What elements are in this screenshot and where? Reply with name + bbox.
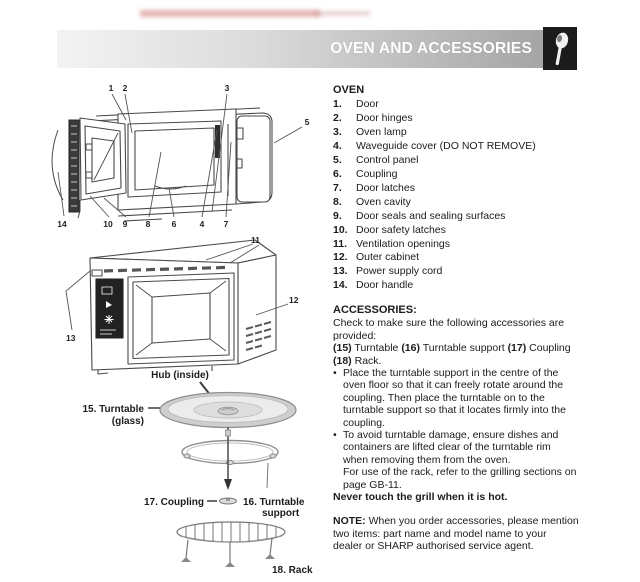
blurred-red-model-text	[140, 10, 320, 17]
callout-oven-cavity: 8	[145, 219, 151, 229]
callout-door-seals: 9	[122, 219, 128, 229]
callout-door-safety-latches: 10	[103, 219, 113, 229]
blurred-red-model-text-tail	[315, 11, 370, 16]
coupling-arrowhead	[224, 479, 232, 490]
accessories-intro-line: provided:	[333, 329, 377, 342]
part-row: 5. Control panel	[333, 153, 419, 166]
note-label: NOTE:	[333, 515, 366, 528]
part-row: 6. Coupling	[333, 167, 398, 180]
part-row: 8. Oven cavity	[333, 195, 411, 208]
bullet-icon: •	[333, 429, 337, 441]
callout-door-handle: 14	[57, 219, 67, 229]
bullet-item-place-support: • Place the turntable support in the centre of the oven floor so that it can freely rotate around the coupling. Then place the turntable on to the turntable support so that it locates firmly into the coupling.	[333, 366, 566, 429]
part-row: 10. Door safety latches	[333, 223, 446, 236]
spoon-icon-glyph	[547, 31, 573, 67]
diagram-rear-view	[62, 233, 312, 385]
rack-usage-note: For use of the rack, refer to the grilling sections on page GB-11.	[343, 466, 577, 491]
spoon-icon	[543, 27, 577, 70]
part-row: 13. Power supply cord	[333, 265, 443, 278]
text-column	[333, 84, 633, 553]
accessories-intro-line: Check to make sure the following accessories are	[333, 317, 565, 330]
rack-feet	[181, 554, 275, 567]
callout-door-hinges: 2	[122, 83, 128, 93]
hub-label: Hub (inside)	[151, 370, 209, 381]
accessories-heading: ACCESSORIES:	[333, 304, 417, 317]
grill-warning: Never touch the grill when it is hot.	[333, 491, 508, 504]
callout-outer-cabinet: 12	[289, 295, 299, 305]
turntable-support	[182, 441, 278, 465]
turntable-label-line1: 15. Turntable	[82, 404, 144, 415]
diagram-accessories	[60, 366, 320, 582]
callout-ventilation-openings: 11	[251, 235, 260, 245]
callout-waveguide-cover: 4	[199, 219, 205, 229]
coupling-label: 17. Coupling	[144, 497, 204, 508]
provided-accessories-line2: (18) Rack.	[333, 354, 382, 367]
rack-label: 18. Rack	[272, 565, 313, 576]
oven-parts-list	[333, 98, 633, 293]
part-row: 11. Ventilation openings	[333, 237, 450, 250]
provided-accessories-line1: (15) Turntable (16) Turntable support (17) Coupling	[333, 342, 571, 355]
part-row: 1. Door	[333, 98, 379, 110]
part-row: 4. Waveguide cover (DO NOT REMOVE)	[333, 139, 536, 152]
callout-oven-lamp: 3	[224, 83, 230, 93]
part-row: 12. Outer cabinet	[333, 251, 420, 264]
note-block: NOTE: When you order accessories, please mention two items: part name and model name to your dealer or SHARP authorised service agent.	[333, 515, 579, 553]
diagram-front-view	[40, 80, 332, 242]
bullet-icon: •	[333, 366, 337, 379]
page-title: OVEN AND ACCESSORIES	[330, 40, 532, 57]
part-row: 9. Door seals and sealing surfaces	[333, 209, 506, 222]
callout-control-panel: 5	[304, 117, 310, 127]
bullet-item-avoid-damage: • To avoid turntable damage, ensure dishes and containers are lifted clear of the turntable rim when removing them from the oven.	[333, 429, 559, 466]
oven-heading: OVEN	[333, 84, 365, 96]
part-row: 2. Door hinges	[333, 111, 413, 124]
turntable-glass	[160, 393, 296, 428]
callout-power-supply-cord: 13	[66, 333, 76, 343]
section-header-bar	[57, 30, 543, 68]
support-label-line	[267, 463, 268, 488]
support-label-line1: 16. Turntable	[243, 497, 305, 508]
part-row: 7. Door latches	[333, 181, 415, 194]
part-row: 3. Oven lamp	[333, 125, 407, 138]
callout-door-latches: 7	[223, 219, 229, 229]
callout-door: 1	[108, 83, 114, 93]
part-row: 14. Door handle	[333, 279, 414, 292]
coupling-glyph	[220, 498, 237, 504]
turntable-label-line2: (glass)	[111, 416, 144, 427]
callout-coupling: 6	[171, 219, 177, 229]
support-label-line2: support	[262, 508, 300, 519]
